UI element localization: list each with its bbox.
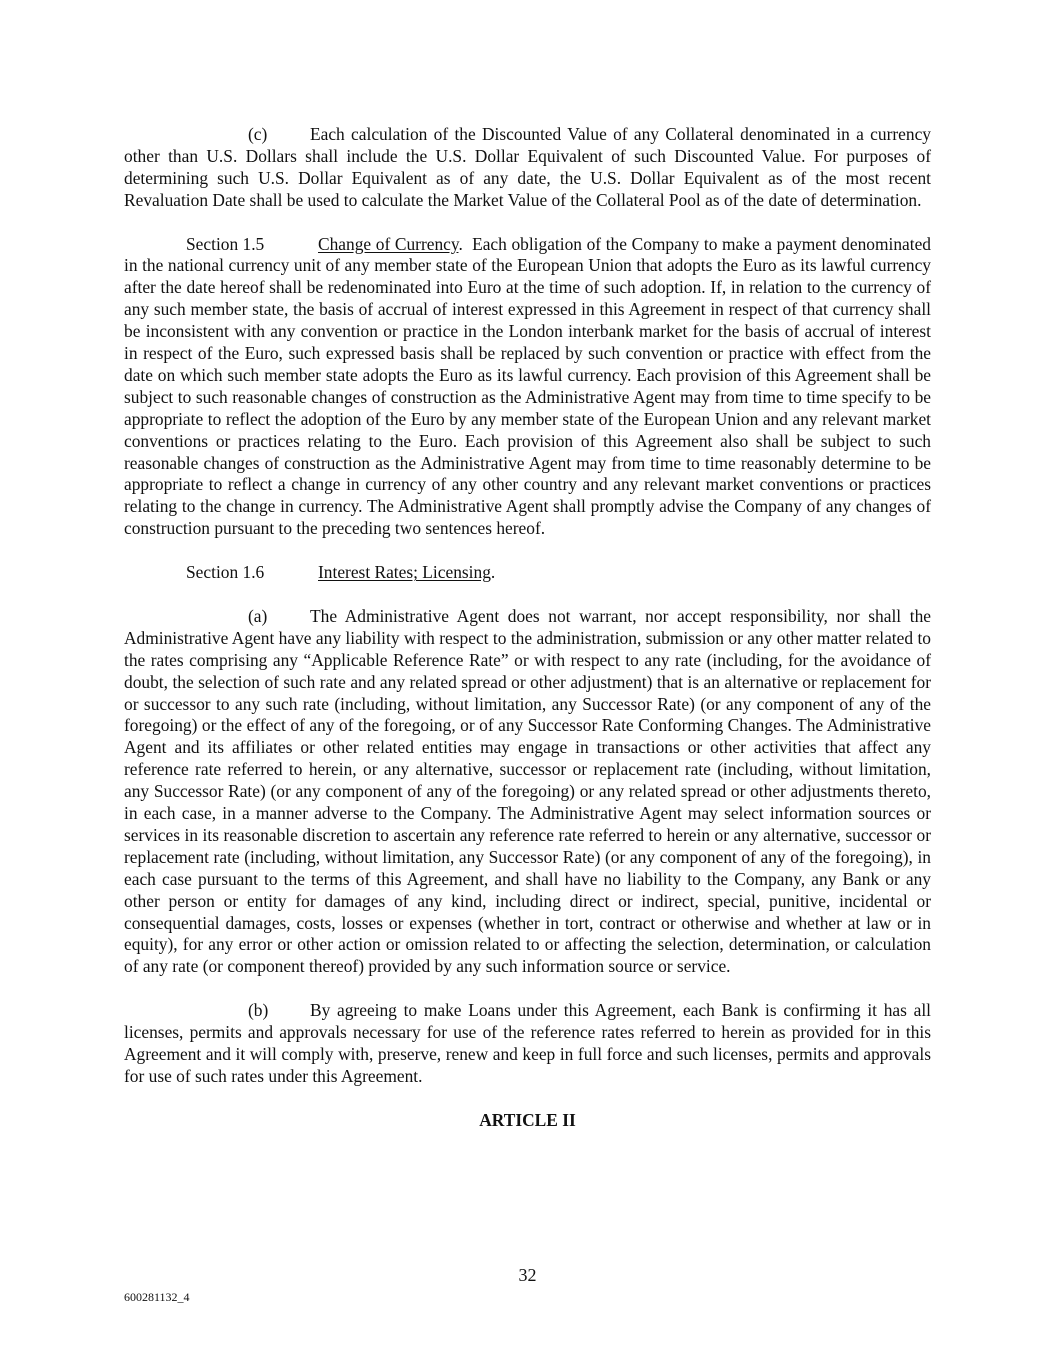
paragraph-text: The Administrative Agent does not warrant, nor accept responsibility, nor shall the Administrative Agent have any liability with respect to the administration, submission or any other matter related to the rates comprising any “Applicable Reference Rate” or with respect to any rate (including, for the avoidance of doubt, the selection of such rate and any related spread or other adjustment) that is an alternative or replacement for or successor to any such rate (including, without limitation, any Successor Rate) (or any component of any of the foregoing) or the effect of any of the foregoing, or of any Successor Rate Conforming Changes. The Administrative Agent and its affiliates or other related entities may engage in transactions or other activities that affect any reference rate referred to herein, or any alternative, successor or replacement rate (including, without limitation, any Successor Rate) (or any component of any of the foregoing) or any related spread or other adjustments thereto, in each case, in a manner adverse to the Company. The Administrative Agent may select information sources or services in its reasonable discretion to ascertain any reference rate referred to herein or any alternative, successor or replacement rate (including, without limitation, any Successor Rate) (or any component of any of the foregoing), in each case pursuant to the terms of this Agreement, and shall have no liability to the Company, any Bank or any other person or entity for damages of any kind, including direct or indirect, special, punitive, incidental or consequential damages, costs, losses or expenses (whether in tort, contract or otherwise and whether at law or in equity), for any error or other action or omission related to or affecting the selection, determination, or calculation of any rate (or component thereof) provided by any such information source or service. xyxy=(124,605,931,977)
section-heading: Interest Rates; Licensing xyxy=(318,562,491,583)
document-id: 600281132_4 xyxy=(124,1290,190,1304)
paragraph-text: Each calculation of the Discounted Value of any Collateral denominated in a currency other than U.S. Dollars shall include the U.S. Dollar Equivalent of such Discounted Value. For purposes of determining such U.S. Dollar Equivalent as of any date, the U.S. Dollar Equivalent as of the most recent Revaluation Date shall be used to calculate the Market Value of the Collateral Pool as of the date of determination. xyxy=(124,124,931,210)
document-page xyxy=(124,124,931,1132)
section-text: Each obligation of the Company to make a payment denominated in the national currency unit of any member state of the European Union that adopts the Euro as its lawful currency after the date hereof shall be redenominated into Euro at the time of such adoption. If, in relation to the currency of any such member state, the basis of accrual of interest expressed in this Agreement in respect of that currency shall be inconsistent with any convention or practice in the London interbank market for the basis of accrual of interest in respect of the Euro, such expressed basis shall be replaced by such convention or practice with effect from the date on which such member state adopts the Euro as its lawful currency. Each provision of this Agreement shall be subject to such reasonable changes of construction as the Administrative Agent may from time to time specify to be appropriate to reflect the adoption of the Euro by any member state of the European Union and any relevant market conventions or practices relating to the Euro. Each provision of this Agreement also shall be subject to such reasonable changes of construction as the Administrative Agent may from time to time reasonably determine to be appropriate to reflect a change in currency of any other country and any relevant market conventions or practices relating to the change in currency. The Administrative Agent shall promptly advise the Company of any changes of construction pursuant to the preceding two sentences hereof. xyxy=(124,233,931,539)
section-label: Section 1.6 xyxy=(186,562,265,583)
paragraph-label: (a) xyxy=(248,605,268,626)
paragraph-label: (b) xyxy=(248,1000,269,1021)
section-1-6 xyxy=(124,562,931,584)
paragraph-label: (c) xyxy=(248,124,268,144)
section-heading: Change of Currency xyxy=(318,233,459,254)
section-heading-punct: . xyxy=(490,562,496,583)
paragraph-text: By agreeing to make Loans under this Agreement, each Bank is confirming it has all licenses, permits and approvals necessary for use of the reference rates referred to herein as provided for in this Agreement and it will comply with, preserve, renew and keep in full force and such licenses, permits and approvals for use of such rates under this Agreement. xyxy=(124,1000,931,1086)
article-heading: ARTICLE II xyxy=(479,1109,576,1130)
paragraph-b xyxy=(124,1000,931,1088)
paragraph-c xyxy=(124,124,931,212)
section-1-5 xyxy=(124,234,931,541)
paragraph-a xyxy=(124,606,931,978)
section-label: Section 1.5 xyxy=(186,233,265,254)
section-heading-punct: . xyxy=(458,233,463,254)
page-number: 32 xyxy=(518,1265,537,1285)
